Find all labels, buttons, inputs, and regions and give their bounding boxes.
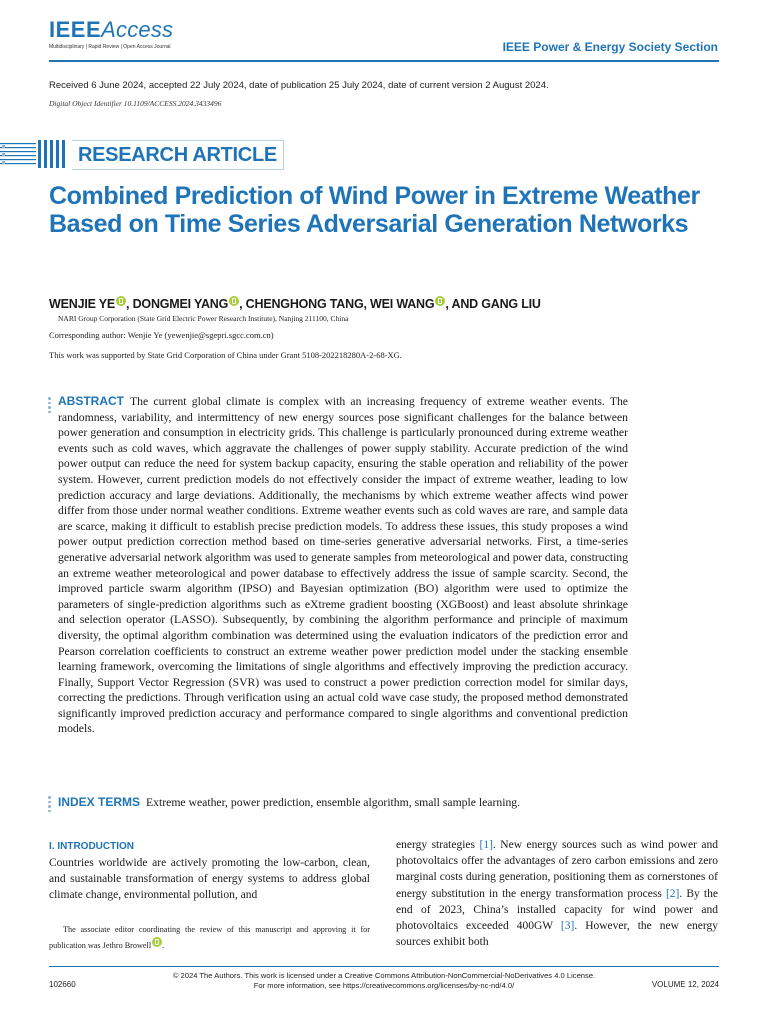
banner-stripes-icon: [0, 138, 68, 168]
author-name: , DONGMEI YANG: [126, 297, 229, 311]
paper-title: Combined Prediction of Wind Power in Extreme Weather Based on Time Series Adversarial Generation Networks: [49, 182, 700, 238]
index-terms-heading: INDEX TERMS: [58, 795, 141, 809]
intro-left-column: Countries worldwide are actively promoting the low-carbon, clean, and sustainable transformation of energy systems to address global climate change, environmental pollution, and: [49, 857, 370, 902]
editor-note-text: The associate editor coordinating the review of this manuscript and approving it for publication was Jethro Browell: [49, 925, 370, 950]
affiliation: NARI Group Corporation (State Grid Electric Power Research Institute), Nanjing 211100, China: [58, 314, 349, 323]
footer-rule: [49, 966, 719, 967]
abstract-heading: ABSTRACT: [58, 394, 124, 408]
orcid-icon[interactable]: [229, 296, 239, 306]
section-name: IEEE Power & Energy Society Section: [502, 40, 718, 54]
corresponding-author: Corresponding author: Wenjie Ye (yewenjie@sgepri.sgcc.com.cn): [49, 330, 274, 340]
doi[interactable]: Digital Object Identifier 10.1109/ACCESS.2024.3433496: [49, 99, 222, 108]
license-line: © 2024 The Authors. This work is licensed under a Creative Commons Attribution-NonCommercial-NoDerivatives 4.0 License.: [172, 971, 596, 980]
logo-ieee: IEEE: [49, 17, 102, 42]
intro-text: . However, the new energy sources exhibit both: [396, 920, 719, 949]
author-name: WENJIE YE: [49, 297, 116, 311]
intro-text: energy strategies: [396, 839, 480, 851]
citation-link[interactable]: [2]: [665, 887, 680, 900]
abstract-text: The current global climate is complex with an increasing frequency of extreme weather events. The randomness, variability, and intermittency of new energy sources pose significant challenges for the balance between power generation and consumption in electricity grids. This challenge is particularly pronounced during extreme weather events such as cold waves, which aggravate the challenges of power supply stability. Accurate prediction of the wind power output can reduce the need for system backup capacity, ensuring the stable operation and reliability of the power system. However, current prediction models do not effectively consider the impact of extreme weather, leading to low prediction accuracy and large deviations. Additionally, the mechanisms by which extreme weather affects wind power differ from those under normal weather conditions. Extreme weather events such as cold waves are rare, and sample data are scarce, making it difficult to establish precise prediction models. To address these issues, this study proposes a wind power output prediction correction method based on time-series generative adversarial networks. First, a time-series generative adversarial network algorithm was used to generate samples from meteorological and power data, constructing an extreme weather meteorological and power database to effectively address the issue of sample scarcity. Second, the improved particle swarm algorithm (IPSO) and Bayesian optimization (BO) algorithm were used to optimize the parameters of single-prediction algorithms such as eXtreme gradient boosting (XGBoost) and least absolute shrinkage and selection operator (LASSO). Subsequently, by combining the algorithm performance and principle of maximum diversity, the optimal algorithm combination was determined using the evaluation indicators of the prediction error and Pearson correlation coefficients to construct an extreme weather power prediction model under the stacking ensemble learning framework, overcoming the limitations of single algorithms and effectively improving the prediction accuracy. Finally, Support Vector Regression (SVR) was used to construct a power prediction correction model for similar days, correcting the predictions. Through verification using an actual cold wave case study, the proposed method demonstrated significantly improved prediction accuracy and performance compared to single algorithms and conventional prediction models.: [58, 395, 628, 736]
index-terms-text: Extreme weather, power prediction, ensemble algorithm, small sample learning.: [146, 796, 521, 809]
abstract: [58, 394, 628, 737]
orcid-icon[interactable]: [435, 296, 445, 306]
abstract-marker-icon: [48, 397, 51, 415]
journal-logo: [49, 18, 173, 50]
volume-label: VOLUME 12, 2024: [651, 980, 719, 989]
funding-note: This work was supported by State Grid Corporation of China under Grant 5108-202218280A-2-68-XG.: [49, 350, 402, 360]
section-heading-introduction: I. INTRODUCTION: [49, 841, 134, 852]
index-terms: [58, 794, 658, 811]
received-dates: Received 6 June 2024, accepted 22 July 2024, date of publication 25 July 2024, date of current version 2 August 2024.: [49, 80, 549, 91]
logo-access: Access: [101, 17, 174, 42]
license-link[interactable]: For more information, see https://creativecommons.org/licenses/by-nc-nd/4.0/: [253, 981, 515, 990]
header-rule: [49, 60, 719, 62]
author-list: [49, 297, 541, 311]
article-type-banner: [72, 140, 284, 170]
citation-link[interactable]: [3]: [560, 920, 575, 933]
logo-tagline: Multidisciplinary | Rapid Review | Open Access Journal: [49, 44, 171, 50]
author-name: , CHENGHONG TANG, WEI WANG: [239, 297, 435, 311]
intro-text: . By the end of 2023, China’s installed capacity for wind power and photovoltaics exceeded 400GW: [396, 887, 718, 933]
orcid-icon[interactable]: [116, 296, 126, 306]
orcid-icon[interactable]: [152, 937, 162, 947]
page-number: 102660: [49, 980, 76, 989]
article-type: RESEARCH ARTICLE: [78, 144, 277, 166]
citation-link[interactable]: [1]: [479, 839, 493, 851]
editor-note: The associate editor coordinating the review of this manuscript and approving it for publication was Jethro Browell .: [49, 925, 370, 950]
index-terms-marker-icon: [48, 796, 51, 814]
author-name: , AND GANG LIU: [445, 297, 541, 311]
intro-right-column: [396, 837, 718, 950]
intro-text: . New energy sources such as wind power and photovoltaics offer the advantages of zero carbon emissions and zero marginal costs during generation, positioning them as cornerstones of energy substitution in the energy transformation process: [396, 839, 718, 900]
